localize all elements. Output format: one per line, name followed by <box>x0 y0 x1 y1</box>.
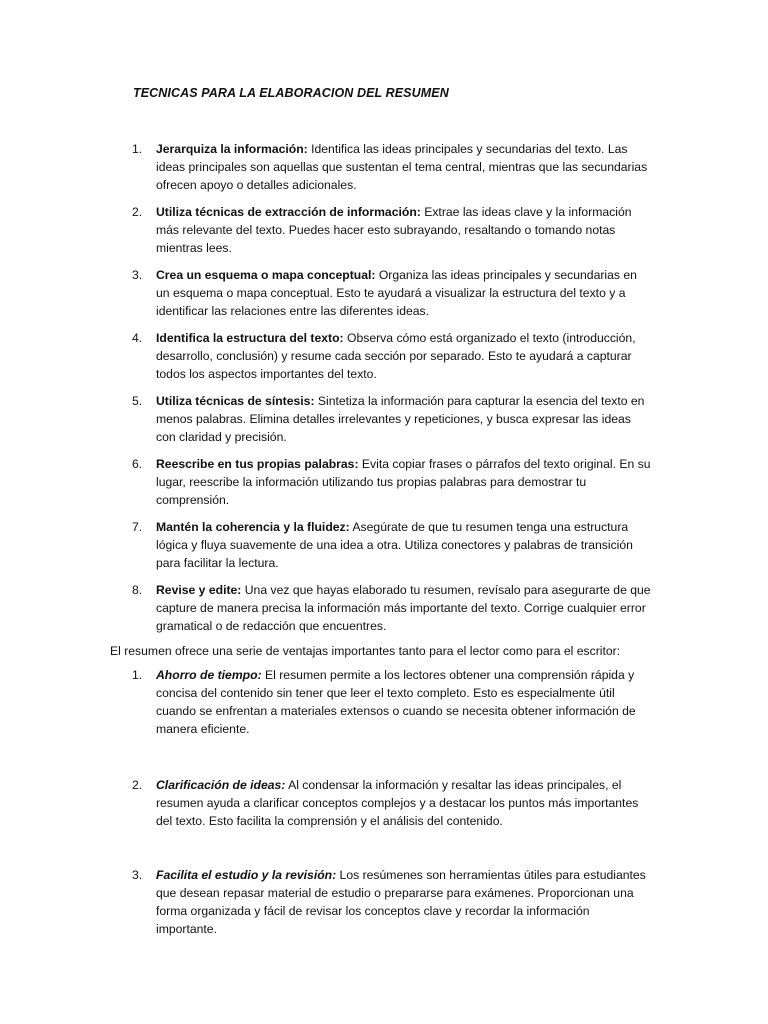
list-item-term: Jerarquiza la información: <box>156 142 308 156</box>
list-item-number: 6. <box>132 457 143 471</box>
list-item-text: Identifica las ideas principales y secundarias del texto. Las ideas principales son aquellas que sustentan el tema central, mientras que las secundarias ofrecen apoyo o detalles adicionales. <box>156 142 648 192</box>
list-item <box>132 581 652 635</box>
list-item-text: Sintetiza la información para capturar la esencia del texto en menos palabras. Elimina detalles irrelevantes y repeticiones, y busca expresar las ideas con claridad y precisión. <box>156 394 645 444</box>
list-item-text: Los resúmenes son herramientas útiles para estudiantes que desean repasar material de estudio o prepararse para exámenes. Proporcionan una forma organizada y fácil de revisar los conceptos clave y recordar la información importante. <box>156 868 646 936</box>
list-item-text: Evita copiar frases o párrafos del texto original. En su lugar, reescribe la información utilizando tus propias palabras para demostrar tu comprensión. <box>156 457 651 507</box>
list-item-number: 4. <box>132 331 143 345</box>
list-item-number: 3. <box>132 268 143 282</box>
list-item-term: Crea un esquema o mapa conceptual: <box>156 268 376 282</box>
document-title: TECNICAS PARA LA ELABORACION DEL RESUMEN <box>133 86 449 100</box>
list-item-term: Revise y edite: <box>156 583 242 597</box>
list-item-number: 1. <box>132 668 143 682</box>
list-item-term: Reescribe en tus propias palabras: <box>156 457 359 471</box>
list-item <box>132 666 652 738</box>
list-item-number: 5. <box>132 394 143 408</box>
list-item-term: Utiliza técnicas de síntesis: <box>156 394 315 408</box>
list-item-term: Ahorro de tiempo: <box>156 668 262 682</box>
list-item-number: 2. <box>132 205 143 219</box>
list-item-text: Observa cómo está organizado el texto (introducción, desarrollo, conclusión) y resume cada sección por separado. Esto te ayudará a capturar todos los aspectos importantes del texto. <box>156 331 636 381</box>
list-item <box>132 140 652 194</box>
list-item <box>132 266 652 320</box>
list-item-number: 3. <box>132 868 143 882</box>
list-item-text: Al condensar la información y resaltar las ideas principales, el resumen ayuda a clarificar conceptos complejos y a destacar los puntos más importantes del texto. Esto facilita la comprensión y el análisis del contenido. <box>156 778 639 828</box>
list-item-number: 7. <box>132 520 143 534</box>
list-item-term: Clarificación de ideas: <box>156 778 286 792</box>
list-item-term: Utiliza técnicas de extracción de información: <box>156 205 421 219</box>
list-item-number: 2. <box>132 778 143 792</box>
list-item <box>132 392 652 446</box>
techniques-list <box>132 140 652 644</box>
list-item-text: Organiza las ideas principales y secundarias en un esquema o mapa conceptual. Esto te ayudará a visualizar la estructura del texto y a identificar las relaciones entre las diferentes ideas. <box>156 268 637 318</box>
list-item-number: 8. <box>132 583 143 597</box>
list-item-text: Una vez que hayas elaborado tu resumen, revísalo para asegurarte de que capture de manera precisa la información más importante del texto. Corrige cualquier error gramatical o de redacción que encuentres. <box>156 583 651 633</box>
list-item <box>132 776 652 830</box>
advantages-list <box>132 666 652 936</box>
list-item-number: 1. <box>132 142 143 156</box>
list-item-term: Facilita el estudio y la revisión: <box>156 868 337 882</box>
list-item-term: Identifica la estructura del texto: <box>156 331 344 345</box>
list-item <box>132 329 652 383</box>
list-item-text: Extrae las ideas clave y la información más relevante del texto. Puedes hacer esto subrayando, resaltando o tomando notas mientras lees. <box>156 205 632 255</box>
list-item <box>132 518 652 572</box>
list-item-text: Asegúrate de que tu resumen tenga una estructura lógica y fluya suavemente de una idea a otra. Utiliza conectores y palabras de transición para facilitar la lectura. <box>156 520 633 570</box>
advantages-intro: El resumen ofrece una serie de ventajas importantes tanto para el lector como para el escritor: <box>110 644 621 658</box>
list-item <box>132 866 652 938</box>
list-item <box>132 203 652 257</box>
list-item-term: Mantén la coherencia y la fluidez: <box>156 520 350 534</box>
list-item <box>132 455 652 509</box>
list-item-text: El resumen permite a los lectores obtener una comprensión rápida y concisa del contenido sin tener que leer el texto completo. Esto es especialmente útil cuando se enfrentan a materiales extensos o cuando se necesita obtener información de manera eficiente. <box>156 668 636 736</box>
